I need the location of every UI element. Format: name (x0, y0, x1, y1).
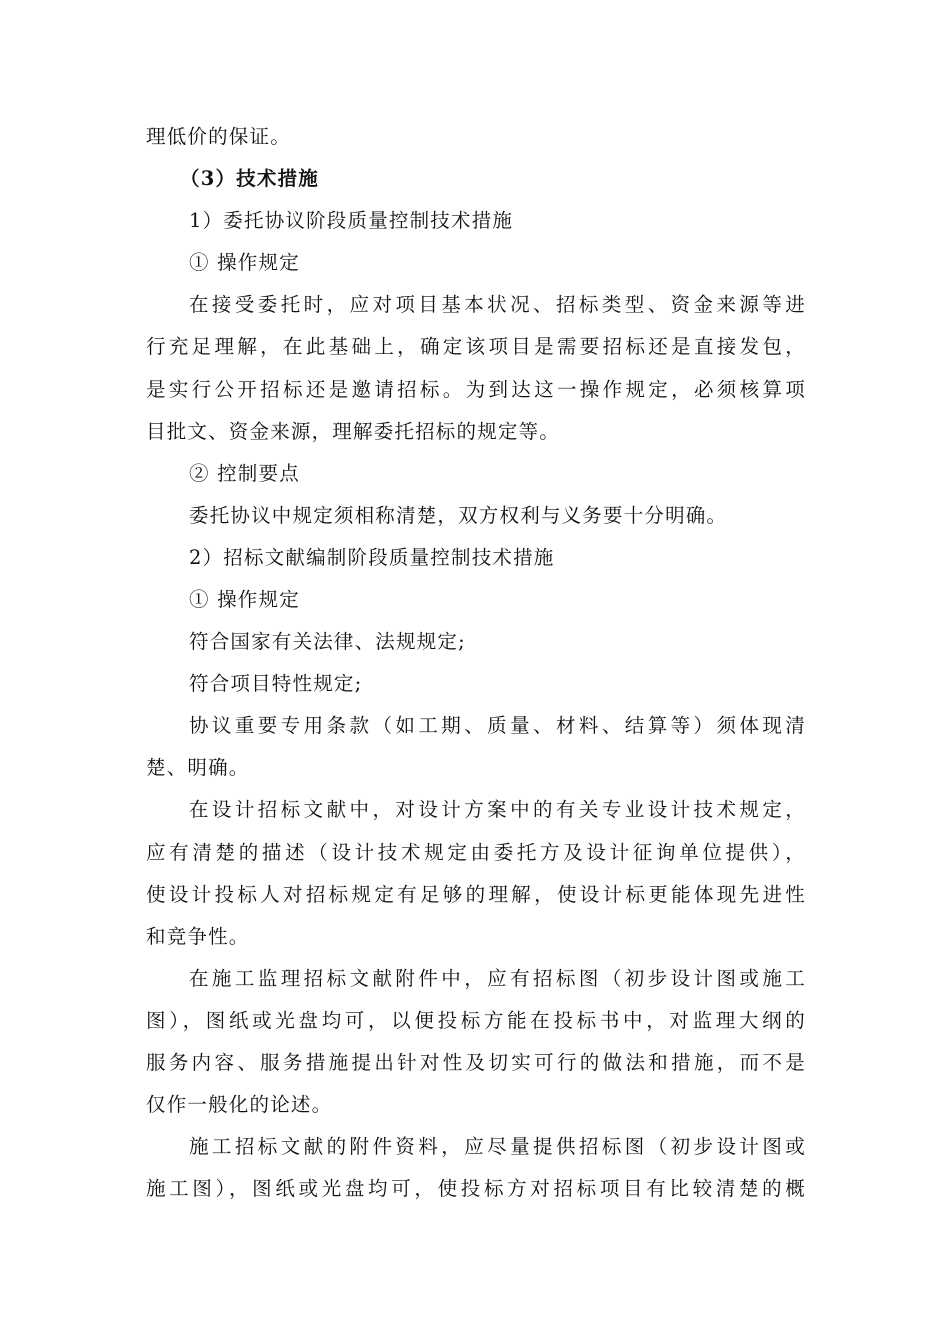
text-line: 是实行公开招标还是邀请招标。为到达这一操作规定，必须核算项 (146, 378, 806, 401)
subsection-heading: 1）委托协议阶段质量控制技术措施 (189, 209, 514, 232)
text-line: 服务内容、服务措施提出针对性及切实可行的做法和措施，而不是 (146, 1051, 806, 1074)
text-line: 楚、明确。 (146, 756, 250, 779)
item-heading: ① 操作规定 (189, 588, 300, 611)
text-line: 图），图纸或光盘均可，以便投标方能在投标书中，对监理大纲的 (146, 1009, 806, 1032)
text-line: 行充足理解，在此基础上，确定该项目是需要招标还是直接发包， (146, 335, 806, 358)
text-line: 协议重要专用条款（如工期、质量、材料、结算等）须体现清 (189, 714, 806, 737)
text-line: 委托协议中规定须相称清楚，双方权利与义务要十分明确。 (189, 504, 728, 527)
text-line: 使设计投标人对招标规定有足够的理解，使设计标更能体现先进性 (146, 883, 806, 906)
item-heading: ② 控制要点 (189, 462, 300, 485)
text-line: 施工招标文献的附件资料，应尽量提供招标图（初步设计图或 (189, 1135, 806, 1158)
text-line: 施工图），图纸或光盘均可，使投标方对招标项目有比较清楚的概 (146, 1177, 806, 1200)
text-line: 符合国家有关法律、法规规定; (189, 630, 466, 653)
text-line: 仅作一般化的论述。 (146, 1093, 333, 1116)
section-heading: （3）技术措施 (180, 167, 319, 190)
text-line: 理低价的保证。 (146, 125, 291, 148)
subsection-heading: 2）招标文献编制阶段质量控制技术措施 (189, 546, 555, 569)
text-line: 在接受委托时，应对项目基本状况、招标类型、资金来源等进 (189, 293, 806, 316)
text-line: 在设计招标文献中，对设计方案中的有关专业设计技术规定， (189, 798, 806, 821)
item-heading: ① 操作规定 (189, 251, 300, 274)
text-line: 和竞争性。 (146, 925, 250, 948)
text-line: 符合项目特性规定; (189, 672, 363, 695)
text-line: 在施工监理招标文献附件中，应有招标图（初步设计图或施工 (189, 967, 806, 990)
text-line: 目批文、资金来源，理解委托招标的规定等。 (146, 420, 561, 443)
text-line: 应有清楚的描述（设计技术规定由委托方及设计征询单位提供）， (146, 841, 806, 864)
